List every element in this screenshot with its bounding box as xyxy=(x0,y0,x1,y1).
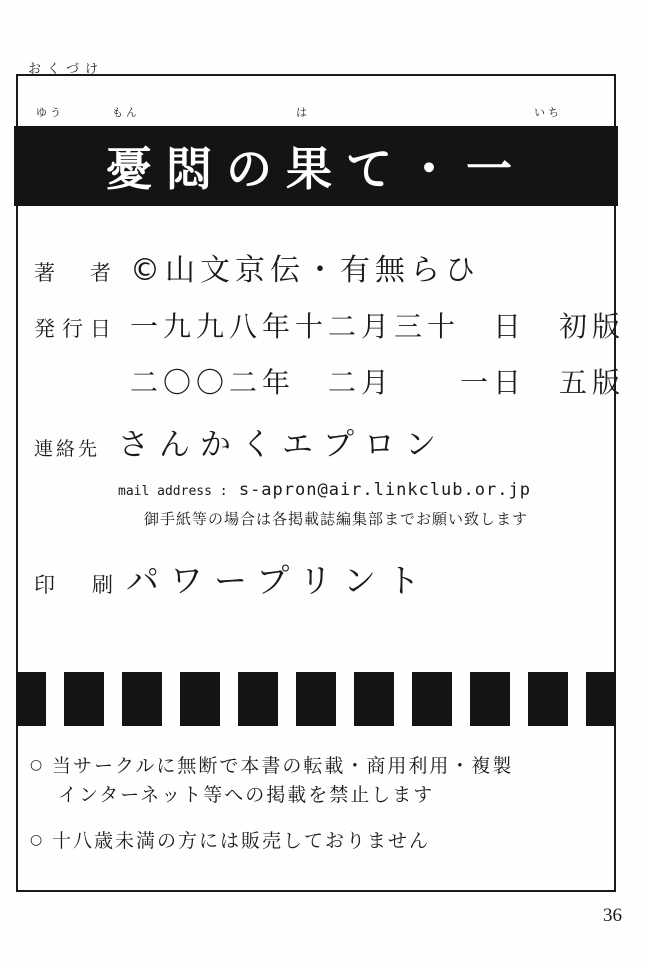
date-label: 発行日 xyxy=(34,317,118,341)
title-ruby-3: は xyxy=(296,106,310,119)
divider-block xyxy=(412,672,452,726)
divider-block xyxy=(238,672,278,726)
author-value: ©山文京伝・有無らひ xyxy=(130,253,480,288)
title-ruby-row xyxy=(14,104,618,124)
colophon-row-date xyxy=(34,305,626,345)
divider-block xyxy=(528,672,568,726)
divider-blocks xyxy=(16,672,616,726)
contact-label: 連絡先 xyxy=(34,438,101,460)
title-ruby-1: ゆう xyxy=(36,106,64,119)
divider-block xyxy=(586,672,616,726)
mail-address-label: mail address : xyxy=(118,484,228,499)
mail-note: 御手紙等の場合は各掲載誌編集部までお願い致します xyxy=(144,510,529,528)
note-item xyxy=(30,752,600,811)
bottom-notes xyxy=(30,752,600,872)
note-body xyxy=(52,827,430,856)
date-value-2: 二〇〇二年 二月 一日 五版 xyxy=(130,366,626,399)
author-label: 著 者 xyxy=(34,261,118,285)
divider-block xyxy=(180,672,220,726)
print-label: 印 刷 xyxy=(34,573,121,597)
note-line-1: 当サークルに無断で本書の転載・商用利用・複製 xyxy=(52,755,514,777)
date-value: 一九九八年十二月三十 日 初版 xyxy=(130,310,626,343)
note-bullet: ○ xyxy=(30,757,45,773)
note-item xyxy=(30,827,600,856)
divider-block xyxy=(64,672,104,726)
divider-block xyxy=(16,672,46,726)
colophon-row-print xyxy=(34,555,600,602)
page-title: 憂悶の果て・一 xyxy=(106,142,526,196)
colophon-block xyxy=(34,245,626,618)
divider-block xyxy=(470,672,510,726)
divider-block xyxy=(296,672,336,726)
page-number: 36 xyxy=(603,905,622,926)
title-ruby-4: いち xyxy=(534,106,562,119)
divider-block xyxy=(122,672,162,726)
note-line-1: 十八歳未満の方には販売しておりません xyxy=(52,829,431,852)
title-banner xyxy=(14,126,618,206)
note-body xyxy=(52,752,513,811)
divider-block xyxy=(354,672,394,726)
mail-address-value: s-apron@air.linkclub.or.jp xyxy=(238,480,531,500)
print-value: パワープリント xyxy=(126,561,432,600)
mail-address-line xyxy=(118,480,600,500)
note-line-2: インターネット等への掲載を禁止します xyxy=(58,784,435,807)
section-label: おくづけ xyxy=(28,62,105,77)
title-ruby-2: もん xyxy=(112,106,140,119)
contact-value: さんかくエプロン xyxy=(118,427,446,463)
note-bullet: ○ xyxy=(30,831,45,848)
colophon-row-author xyxy=(34,245,600,289)
colophon-row-contact xyxy=(34,419,600,464)
